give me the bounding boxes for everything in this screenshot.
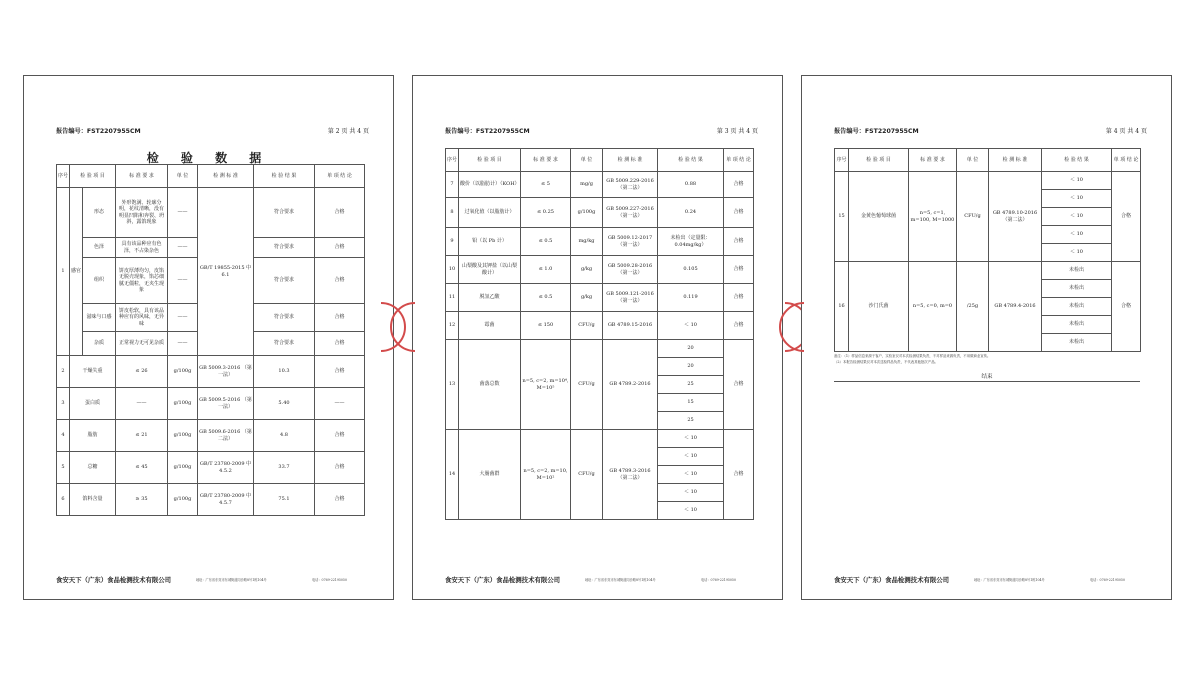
note-line: 备注：（1）样品信息来源于客户，实验室仅对本次检测结果负责，不对样品来源负责，不用做商业宣传。 — [834, 354, 991, 358]
cell-result: 0.24 — [658, 198, 724, 228]
cell-result-sample: ＜ 10 — [658, 430, 724, 448]
col-conclusion: 单 项 结 论 — [724, 149, 754, 172]
report-page-4 — [801, 75, 1172, 600]
cell-unit: —— — [168, 304, 198, 332]
page-header — [445, 126, 758, 136]
cell-std-req: n=5, c=2, m=10, M=10² — [521, 430, 571, 520]
cell-seq: 12 — [446, 312, 459, 340]
cell-result: 75.1 — [254, 484, 315, 516]
cell-result: 符合要求 — [254, 304, 315, 332]
cell-seq: 9 — [446, 228, 459, 256]
page-header — [56, 126, 369, 136]
cell-std-req: ≤ 150 — [521, 312, 571, 340]
cell-conclusion: 合格 — [1112, 262, 1141, 352]
cell-result-sample: 25 — [658, 412, 724, 430]
cell-unit: mg/g — [571, 172, 603, 198]
company-phone: 电话：0769-22195050 — [312, 578, 347, 582]
cell-method: GB 5009.12-2017 （第一法） — [603, 228, 658, 256]
cell-result: 符合要求 — [254, 258, 315, 304]
cell-method: GB 5009.28-2016 （第一法） — [603, 256, 658, 284]
report-page-3 — [412, 75, 783, 600]
cell-seq: 2 — [57, 356, 70, 388]
cell-conclusion: 合格 — [315, 420, 365, 452]
report-number: 报告编号：FST2207955CM — [56, 128, 141, 135]
cell-method: GB/T 23780-2009 中 4.5.7 — [198, 484, 254, 516]
cell-unit: g/kg — [571, 256, 603, 284]
cell-result: 33.7 — [254, 452, 315, 484]
cell-conclusion: 合格 — [724, 430, 754, 520]
cell-unit: —— — [168, 188, 198, 238]
cell-conclusion: 合格 — [315, 188, 365, 238]
cell-unit: —— — [168, 258, 198, 304]
cell-item: 铅（以 Pb 计） — [459, 228, 521, 256]
col-conclusion: 单 项 结 论 — [1112, 149, 1141, 172]
cell-item: 脱氢乙酸 — [459, 284, 521, 312]
cell-conclusion: 合格 — [315, 332, 365, 356]
cell-std-req: n=5, c=2, m=10⁴, M=10⁵ — [521, 340, 571, 430]
company-phone: 电话：0769-22195050 — [1090, 578, 1125, 582]
cell-unit: mg/kg — [571, 228, 603, 256]
cell-unit: CFU/g — [571, 312, 603, 340]
cell-method: GB 5009.227-2016 （第一法） — [603, 198, 658, 228]
cell-std-req: ≤ 0.5 — [521, 284, 571, 312]
cell-result: 符合要求 — [254, 332, 315, 356]
table-row — [446, 172, 754, 198]
cell-method: GB/T 23780-2009 中 4.5.2 — [198, 452, 254, 484]
cell-unit: g/100g — [168, 356, 198, 388]
table-row — [446, 340, 754, 358]
col-std-req: 标 准 要 求 — [116, 165, 168, 188]
cell-seq: 3 — [57, 388, 70, 420]
company-name: 食安天下（广东）食品检测技术有限公司 — [445, 576, 561, 584]
cell-conclusion: 合格 — [724, 256, 754, 284]
cell-result-sample: 20 — [658, 340, 724, 358]
cell-std-req: ≤ 26 — [116, 356, 168, 388]
cell-conclusion: 合格 — [315, 452, 365, 484]
cell-std-req: n=5, c=0, m=0 — [909, 262, 957, 352]
cell-result-sample: ＜ 10 — [658, 466, 724, 484]
table-row — [446, 256, 754, 284]
cell-result-sample: 未检出 — [1042, 334, 1112, 352]
cell-result-sample: 未检出 — [1042, 316, 1112, 334]
cell-item: 菌落总数 — [459, 340, 521, 430]
report-notes — [834, 353, 1140, 366]
cell-std-req: 饼皮松软，具有该品种应有的风味，无异味 — [116, 304, 168, 332]
cell-conclusion: 合格 — [315, 258, 365, 304]
col-unit: 单 位 — [168, 165, 198, 188]
cell-std-req: 外形饱满、轮廓分明，花纹清晰，没有明显凹陷和奔裂、坍斜，露馅现象 — [116, 188, 168, 238]
col-unit: 单 位 — [957, 149, 989, 172]
cell-result-sample: 25 — [658, 376, 724, 394]
inspection-table — [834, 148, 1141, 352]
cell-method: GB 5009.121-2016 （第一法） — [603, 284, 658, 312]
cell-conclusion: 合格 — [724, 172, 754, 198]
cell-result: 0.105 — [658, 256, 724, 284]
cell-unit: —— — [168, 332, 198, 356]
cell-result-sample: ＜ 10 — [1042, 172, 1112, 190]
table-row — [446, 430, 754, 448]
col-seq: 序号 — [446, 149, 459, 172]
inspection-table — [445, 148, 754, 520]
cell-std-req: ≤ 0.25 — [521, 198, 571, 228]
cell-result: 0.88 — [658, 172, 724, 198]
cell-conclusion: 合格 — [724, 340, 754, 430]
cell-unit: /25g — [957, 262, 989, 352]
cell-seq: 14 — [446, 430, 459, 520]
company-address: 地址：广东省东莞市东城街道同沙路8号1栋104号 — [196, 578, 267, 582]
col-method: 检 测 标 准 — [603, 149, 658, 172]
table-row — [57, 484, 365, 516]
cell-seq: 13 — [446, 340, 459, 430]
cell-std-req: 饼皮厚薄均匀，皮馅无脱壳现象，馅芯细腻无僵粒，无夹生现象 — [116, 258, 168, 304]
cell-item: 金黄色葡萄球菌 — [849, 172, 909, 262]
col-seq: 序号 — [835, 149, 849, 172]
col-conclusion: 单 项 结 论 — [315, 165, 365, 188]
company-phone: 电话：0769-22195050 — [701, 578, 736, 582]
cell-item: 组织 — [83, 258, 116, 304]
col-method: 检 测 标 准 — [198, 165, 254, 188]
report-number: 报告编号：FST2207955CM — [445, 128, 530, 135]
table-row — [57, 388, 365, 420]
col-seq: 序号 — [57, 165, 70, 188]
cell-std-req: 具有该品种应有色泽，不占染杂色 — [116, 238, 168, 258]
table-row — [446, 228, 754, 256]
cell-result: 0.119 — [658, 284, 724, 312]
cell-result: 未检出（定量限：0.04mg/kg） — [658, 228, 724, 256]
page-number: 第 4 页 共 4 页 — [1105, 128, 1147, 135]
col-unit: 单 位 — [571, 149, 603, 172]
cell-unit: CFU/g — [957, 172, 989, 262]
cell-unit: —— — [168, 238, 198, 258]
table-row — [57, 420, 365, 452]
cell-std-req: ≥ 35 — [116, 484, 168, 516]
cell-method: GB 4789.2-2016 — [603, 340, 658, 430]
cell-result: ＜ 10 — [658, 312, 724, 340]
cell-result-sample: ＜ 10 — [658, 448, 724, 466]
company-address: 地址：广东省东莞市东城街道同沙路8号1栋104号 — [585, 578, 656, 582]
cell-conclusion: 合格 — [1112, 172, 1141, 262]
page-footer — [56, 575, 379, 585]
cell-conclusion: 合格 — [315, 484, 365, 516]
cell-std-req: ≤ 5 — [521, 172, 571, 198]
cell-unit: g/100g — [571, 198, 603, 228]
col-item: 检 验 项 目 — [70, 165, 116, 188]
col-result: 检 验 结 果 — [658, 149, 724, 172]
cell-conclusion: 合格 — [315, 304, 365, 332]
cell-item: 滋味与口感 — [83, 304, 116, 332]
cell-result-sample: ＜ 10 — [658, 484, 724, 502]
cell-result-sample: 未检出 — [1042, 280, 1112, 298]
cell-item: 脂肪 — [70, 420, 116, 452]
cell-unit: g/100g — [168, 388, 198, 420]
cell-method: GB 5009.5-2016 （第一法） — [198, 388, 254, 420]
cell-item: 干燥失重 — [70, 356, 116, 388]
cell-conclusion: 合格 — [724, 284, 754, 312]
cell-unit: g/100g — [168, 420, 198, 452]
cell-result-sample: 20 — [658, 358, 724, 376]
cell-item: 馅料含量 — [70, 484, 116, 516]
page-number: 第 3 页 共 4 页 — [716, 128, 758, 135]
cell-result: 10.3 — [254, 356, 315, 388]
cell-result: 5.40 — [254, 388, 315, 420]
table-row — [446, 198, 754, 228]
cell-method: GB 4789.4-2016 — [989, 262, 1042, 352]
table-row — [835, 172, 1141, 190]
cell-seq: 1 — [57, 188, 70, 356]
inspection-table — [56, 164, 365, 516]
cell-conclusion: 合格 — [724, 312, 754, 340]
cell-seq: 6 — [57, 484, 70, 516]
cell-std-req: ≤ 45 — [116, 452, 168, 484]
cell-item: 酸价（以脂肪计）（KOH） — [459, 172, 521, 198]
cell-result: 符合要求 — [254, 238, 315, 258]
cell-unit: g/kg — [571, 284, 603, 312]
cell-conclusion: 合格 — [724, 198, 754, 228]
cell-item: 过氧化值（以脂肪计） — [459, 198, 521, 228]
cell-group: 感官 — [70, 188, 83, 356]
cell-unit: CFU/g — [571, 340, 603, 430]
cell-item: 总糖 — [70, 452, 116, 484]
col-std-req: 标 准 要 求 — [909, 149, 957, 172]
col-result: 检 验 结 果 — [254, 165, 315, 188]
col-method: 检 测 标 准 — [989, 149, 1042, 172]
seal-stamp — [390, 302, 440, 352]
col-result: 检 验 结 果 — [1042, 149, 1112, 172]
seal-stamp — [779, 302, 829, 352]
cell-seq: 5 — [57, 452, 70, 484]
company-name: 食安天下（广东）食品检测技术有限公司 — [56, 576, 172, 584]
cell-item: 蛋白质 — [70, 388, 116, 420]
cell-item: 形态 — [83, 188, 116, 238]
col-item: 检 验 项 目 — [459, 149, 521, 172]
page-number: 第 2 页 共 4 页 — [327, 128, 369, 135]
cell-unit: g/100g — [168, 484, 198, 516]
cell-item: 山梨酸及其钾盐（以山梨酸计） — [459, 256, 521, 284]
cell-method: GB 4789.10-2016 （第二法） — [989, 172, 1042, 262]
cell-conclusion: 合格 — [315, 238, 365, 258]
cell-method: GB 5009.3-2016 （第一法） — [198, 356, 254, 388]
cell-result-sample: 未检出 — [1042, 298, 1112, 316]
end-marker: 结束 — [834, 372, 1140, 382]
cell-method: GB 5009.229-2016 （第二法） — [603, 172, 658, 198]
report-number: 报告编号：FST2207955CM — [834, 128, 919, 135]
cell-std-req: ≤ 1.0 — [521, 256, 571, 284]
cell-unit: g/100g — [168, 452, 198, 484]
cell-seq: 7 — [446, 172, 459, 198]
company-address: 地址：广东省东莞市东城街道同沙路8号1栋104号 — [974, 578, 1045, 582]
cell-result-sample: ＜ 10 — [1042, 226, 1112, 244]
cell-method: GB/T 19855-2015 中 6.1 — [198, 188, 254, 356]
cell-seq: 4 — [57, 420, 70, 452]
cell-method: GB 4789.15-2016 — [603, 312, 658, 340]
cell-conclusion: 合格 — [724, 228, 754, 256]
cell-result-sample: ＜ 10 — [1042, 190, 1112, 208]
page-footer — [834, 575, 1157, 585]
col-std-req: 标 准 要 求 — [521, 149, 571, 172]
cell-result: 4.8 — [254, 420, 315, 452]
page-header — [834, 126, 1147, 136]
cell-std-req: —— — [116, 388, 168, 420]
cell-std-req: ≤ 0.5 — [521, 228, 571, 256]
cell-conclusion: 合格 — [315, 356, 365, 388]
cell-std-req: ≤ 21 — [116, 420, 168, 452]
cell-item: 沙门氏菌 — [849, 262, 909, 352]
cell-method: GB 4789.3-2016 （第二法） — [603, 430, 658, 520]
cell-item: 色泽 — [83, 238, 116, 258]
cell-item: 霉菌 — [459, 312, 521, 340]
cell-item: 大肠菌群 — [459, 430, 521, 520]
table-row — [446, 284, 754, 312]
table-row — [835, 262, 1141, 280]
table-row — [446, 312, 754, 340]
cell-seq: 15 — [835, 172, 849, 262]
col-item: 检 验 项 目 — [849, 149, 909, 172]
report-page-2 — [23, 75, 394, 600]
cell-result-sample: ＜ 10 — [658, 502, 724, 520]
cell-seq: 16 — [835, 262, 849, 352]
company-name: 食安天下（广东）食品检测技术有限公司 — [834, 576, 950, 584]
table-row — [57, 356, 365, 388]
cell-seq: 8 — [446, 198, 459, 228]
cell-result-sample: 未检出 — [1042, 262, 1112, 280]
note-line: （2）本报告检测结果仅对本次送检样品负责，不代表其他批次产品。 — [834, 360, 938, 365]
cell-result-sample: ＜ 10 — [1042, 244, 1112, 262]
page-footer — [445, 575, 768, 585]
cell-seq: 10 — [446, 256, 459, 284]
cell-std-req: 正常视力无可见杂质 — [116, 332, 168, 356]
table-row — [57, 188, 365, 238]
cell-item: 杂质 — [83, 332, 116, 356]
cell-std-req: n=5, c=1, m=100, M=1000 — [909, 172, 957, 262]
cell-seq: 11 — [446, 284, 459, 312]
cell-conclusion: —— — [315, 388, 365, 420]
cell-result-sample: 15 — [658, 394, 724, 412]
table-row — [57, 452, 365, 484]
cell-result: 符合要求 — [254, 188, 315, 238]
cell-unit: CFU/g — [571, 430, 603, 520]
section-title: 检 验 数 据 — [146, 151, 271, 165]
cell-result-sample: ＜ 10 — [1042, 208, 1112, 226]
cell-method: GB 5009.6-2016 （第二法） — [198, 420, 254, 452]
